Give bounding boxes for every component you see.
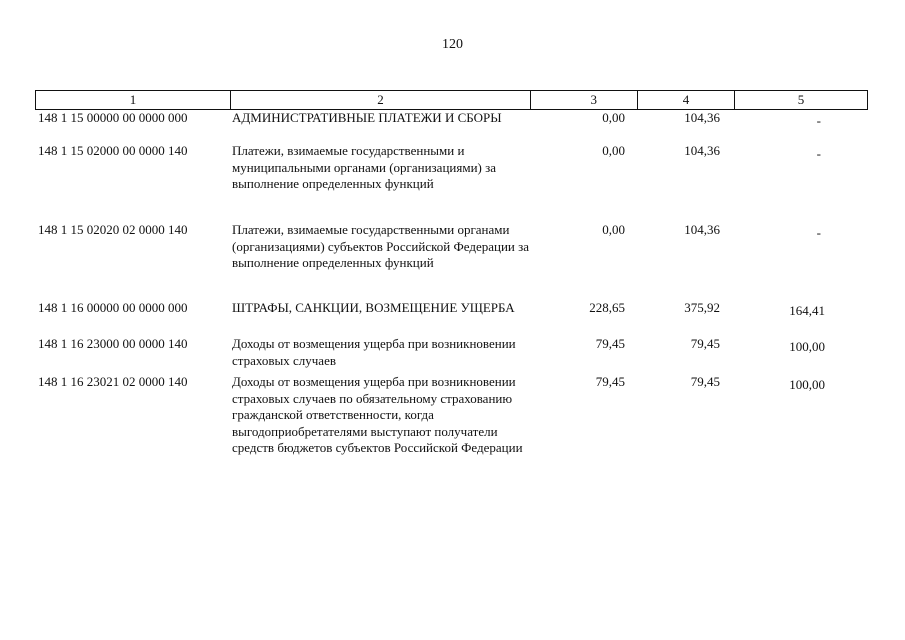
row-col3: 228,65 xyxy=(589,300,625,315)
row-name: ШТРАФЫ, САНКЦИИ, ВОЗМЕЩЕНИЕ УЩЕРБА xyxy=(232,300,515,315)
row-col4: 79,45 xyxy=(690,374,720,389)
row-name: Платежи, взимаемые государственными и муниципальными органами (организациями) за выполнение определенных функций xyxy=(232,143,497,191)
row-col4: 104,36 xyxy=(684,222,720,237)
row-code: 148 1 15 02000 00 0000 140 xyxy=(38,143,188,158)
header-col-5: 5 xyxy=(797,92,805,107)
row-code: 148 1 16 00000 00 0000 000 xyxy=(38,300,188,315)
row-col3: 0,00 xyxy=(602,110,625,125)
row-col5: - xyxy=(816,225,821,240)
header-col-2: 2 xyxy=(231,91,531,109)
table-body xyxy=(35,110,868,484)
row-col3: 0,00 xyxy=(602,222,625,237)
row-col5: - xyxy=(816,146,821,161)
row-col4: 375,92 xyxy=(684,300,720,315)
row-name: Доходы от возмещения ущерба при возникновении страховых случаев xyxy=(232,336,516,368)
table-row xyxy=(35,110,868,143)
row-col3: 79,45 xyxy=(595,374,625,389)
row-col4: 104,36 xyxy=(684,110,720,125)
table-row xyxy=(35,374,868,484)
header-col-3: 3 xyxy=(531,91,638,109)
row-code: 148 1 15 02020 02 0000 140 xyxy=(38,222,188,237)
row-code: 148 1 16 23000 00 0000 140 xyxy=(38,336,188,351)
row-col5: 164,41 xyxy=(789,303,825,318)
row-col5: 100,00 xyxy=(789,339,825,354)
header-col-4: 4 xyxy=(638,91,735,109)
row-col3: 79,45 xyxy=(595,336,625,351)
row-col4: 104,36 xyxy=(684,143,720,158)
row-name: Доходы от возмещения ущерба при возникновении страховых случаев по обязательному страхованию гражданской ответственности, когда выгодоприобретателями выступают получатели средств бюджетов субъектов Российской Федерации xyxy=(232,374,523,455)
table-row xyxy=(35,336,868,374)
row-name: АДМИНИСТРАТИВНЫЕ ПЛАТЕЖИ И СБОРЫ xyxy=(232,110,502,125)
row-col4: 79,45 xyxy=(690,336,720,351)
row-col5: - xyxy=(816,113,821,128)
page-number: 120 xyxy=(442,37,463,52)
table-row xyxy=(35,300,868,336)
row-col5: 100,00 xyxy=(789,377,825,392)
table-row xyxy=(35,222,868,300)
row-col3: 0,00 xyxy=(602,143,625,158)
row-name: Платежи, взимаемые государственными органами (организациями) субъектов Российской Федерации за выполнение определенных функций xyxy=(232,222,530,270)
header-col-1: 1 xyxy=(36,91,231,109)
table-row xyxy=(35,143,868,222)
row-code: 148 1 16 23021 02 0000 140 xyxy=(38,374,188,389)
table-header xyxy=(35,90,868,110)
row-code: 148 1 15 00000 00 0000 000 xyxy=(38,110,188,125)
